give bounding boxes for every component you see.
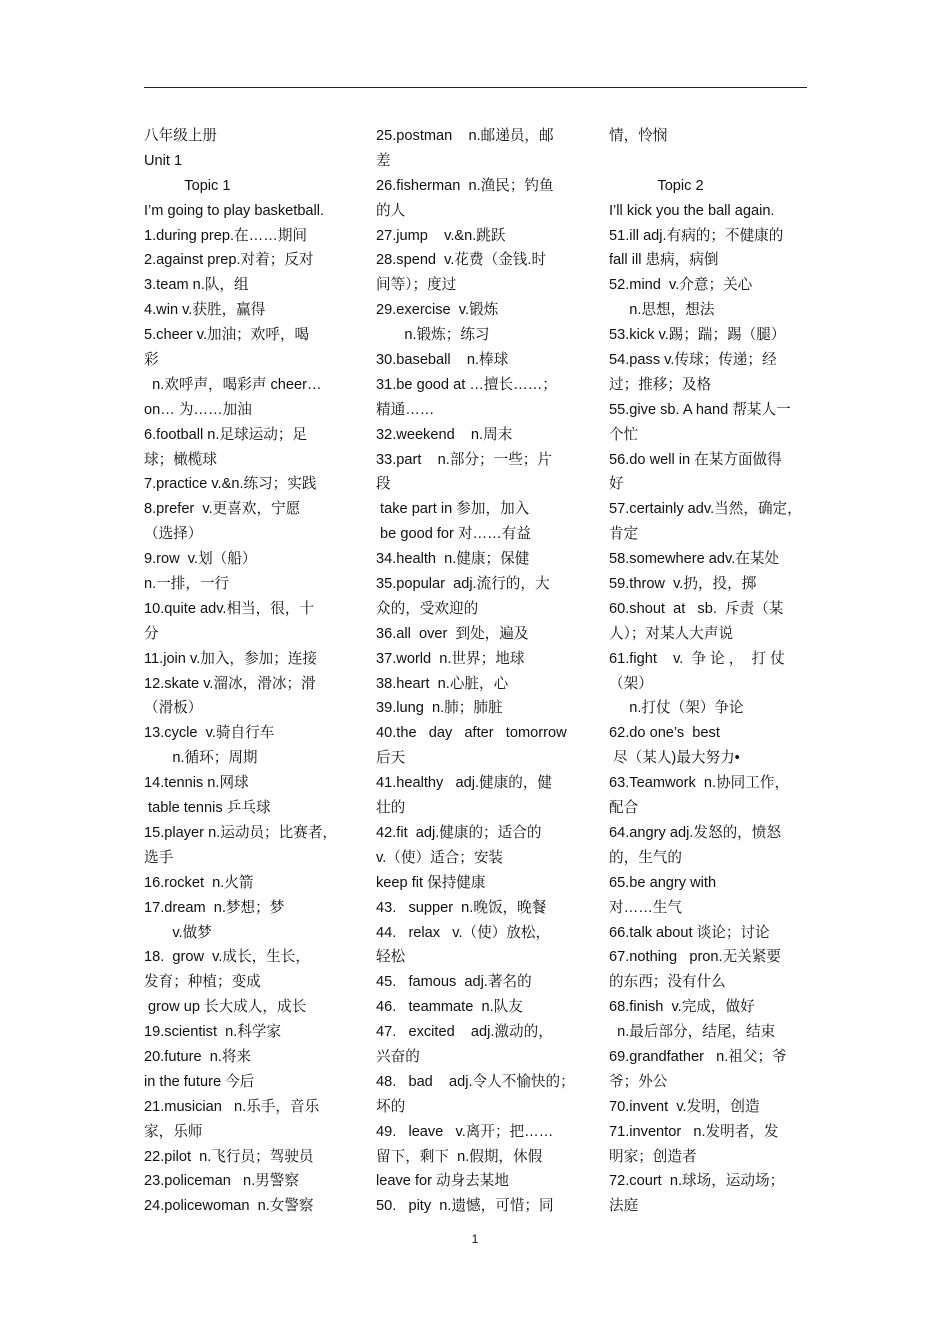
vocab-line: 14.tennis n.网球	[144, 775, 249, 792]
vocab-line: 的人	[376, 202, 406, 219]
vocab-line: 法庭	[609, 1198, 639, 1215]
vocab-line: 54.pass v.传球；传递；经	[609, 352, 777, 369]
vocab-line: 36.all over 到处，遍及	[376, 625, 529, 642]
vocab-line: 13.cycle v.骑自行车	[144, 725, 275, 742]
vocab-line: 48. bad adj.令人不愉快的；	[376, 1073, 575, 1090]
vocab-line: 63.Teamwork n.协同工作，	[609, 775, 790, 792]
vocab-line: 1.during prep.在……期间	[144, 227, 308, 244]
vocab-line: 人）；对某人大声说	[609, 625, 734, 642]
vocab-line: 的，生气的	[609, 849, 682, 866]
vocab-line: 轻松	[376, 949, 406, 966]
vocab-line: 37.world n.世界；地球	[376, 650, 525, 667]
vocab-line: 45. famous adj.著名的	[376, 974, 532, 991]
vocab-line: I’ll kick you the ball again.	[609, 202, 775, 219]
vocab-line: v.做梦	[144, 924, 212, 941]
vocab-line: 好	[609, 476, 624, 493]
vocab-line: 26.fisherman n.渔民；钓鱼	[376, 177, 554, 194]
vocab-line: I’m going to play basketball.	[144, 202, 325, 219]
vocab-line: keep fit 保持健康	[376, 874, 486, 891]
vocab-line: 23.policeman n.男警察	[144, 1173, 299, 1190]
vocab-line: 坏的	[376, 1098, 406, 1115]
vocab-line: 分	[144, 625, 159, 642]
vocab-line: n.锻炼；练习	[376, 327, 490, 344]
vocab-line: 49. leave v.离开；把……	[376, 1123, 554, 1140]
vocab-line: 64.angry adj.发怒的，愤怒	[609, 824, 781, 841]
vocab-line: （选择）	[144, 526, 203, 543]
vocab-line: 59.throw v.扔，投，掷	[609, 576, 757, 593]
vocab-line: 8.prefer v.更喜欢，宁愿	[144, 501, 301, 518]
vocab-line: 过；推移；及格	[609, 376, 712, 393]
vocab-line: 43. supper n.晚饭，晚餐	[376, 899, 547, 916]
vocab-line: v.（使）适合；安装	[376, 849, 504, 866]
vocab-line: 67.nothing pron.无关紧要	[609, 949, 781, 966]
vocab-line: 68.finish v.完成，做好	[609, 999, 755, 1016]
vocab-line: Unit 1	[144, 152, 183, 169]
vocab-line: on… 为……加油	[144, 401, 252, 418]
vocab-line: 7.practice v.&n.练习；实践	[144, 476, 317, 493]
vocab-line: 42.fit adj.健康的；适合的	[376, 824, 542, 841]
vocab-line: 9.row v.划（船）	[144, 551, 257, 568]
vocab-line: 兴奋的	[376, 1048, 420, 1065]
vocab-line: 51.ill adj.有病的；不健康的	[609, 227, 784, 244]
vocab-line: 46. teammate n.队友	[376, 999, 523, 1016]
vocab-line: 72.court n.球场，运动场；	[609, 1173, 785, 1190]
vocab-line: 57.certainly adv.当然，确定，	[609, 501, 802, 518]
vocab-line: 65.be angry with	[609, 874, 717, 891]
vocab-line: in the future 今后	[144, 1073, 255, 1090]
vocab-line: 八年级上册	[144, 128, 217, 144]
vocab-line	[609, 149, 819, 174]
vocab-line: n.最后部分，结尾，结束	[609, 1024, 776, 1041]
vocab-line: 38.heart n.心脏，心	[376, 675, 509, 692]
vocab-line: 后天	[376, 750, 406, 767]
vocab-line: fall ill 患病，病倒	[609, 252, 719, 269]
vocab-line: 60.shout at sb. 斥责（某	[609, 600, 784, 617]
header-rule	[144, 87, 807, 88]
vocab-line: 众的，受欢迎的	[376, 600, 479, 617]
vocab-line: 明家；创造者	[609, 1148, 697, 1165]
vocab-line: 58.somewhere adv.在某处	[609, 551, 780, 568]
column-2	[376, 124, 586, 1219]
vocab-line: 52.mind v.介意；关心	[609, 277, 753, 294]
vocab-line: 留下，剩下 n.假期，休假	[376, 1148, 543, 1165]
vocab-line: 16.rocket n.火箭	[144, 874, 254, 891]
vocab-line: 40.the day after tomorrow	[376, 725, 567, 742]
vocab-line: 球；橄榄球	[144, 451, 217, 468]
vocab-line: 配合	[609, 800, 639, 817]
vocab-line: 71.inventor n.发明者，发	[609, 1123, 779, 1140]
vocab-line: 2.against prep.对着；反对	[144, 252, 314, 269]
vocab-line: 12.skate v.溜冰，滑冰；滑	[144, 675, 316, 692]
vocab-line: 15.player n.运动员；比赛者，	[144, 824, 338, 841]
vocab-line: 62.do one’s best	[609, 725, 720, 742]
vocab-line: 69.grandfather n.祖父；爷	[609, 1048, 787, 1065]
vocab-line: 55.give sb. A hand 帮某人一	[609, 401, 791, 418]
vocab-line: table tennis 乒乓球	[144, 800, 271, 817]
vocab-line: leave for 动身去某地	[376, 1173, 509, 1190]
vocab-line: 25.postman n.邮递员，邮	[376, 128, 554, 144]
vocab-line: 情，怜悯	[609, 128, 668, 144]
vocab-line: 爷；外公	[609, 1073, 668, 1090]
vocab-line: 间等）；度过	[376, 277, 457, 294]
vocab-line: 44. relax v.（使）放松，	[376, 924, 551, 941]
vocab-line: 28.spend v.花费（金钱.时	[376, 252, 547, 269]
vocab-line: 10.quite adv.相当，很，十	[144, 600, 315, 617]
vocab-line: 21.musician n.乐手，音乐	[144, 1098, 320, 1115]
vocab-line: 18. grow v.成长，生长，	[144, 949, 310, 966]
vocab-line: 33.part n.部分；一些；片	[376, 451, 552, 468]
vocab-line: 47. excited adj.激动的，	[376, 1024, 553, 1041]
vocab-line: 53.kick v.踢；踹；踢（腿）	[609, 327, 786, 344]
vocab-line: 70.invent v.发明，创造	[609, 1098, 760, 1115]
vocab-line: 个忙	[609, 426, 639, 443]
vocab-line: 30.baseball n.棒球	[376, 352, 509, 369]
vocab-line: be good for 对……有益	[376, 526, 531, 543]
vocab-line: 家，乐师	[144, 1123, 203, 1140]
vocab-line: 31.be good at …擅长……；	[376, 376, 557, 393]
vocab-line: 22.pilot n.飞行员；驾驶员	[144, 1148, 314, 1165]
vocab-line: 发育；种植；变成	[144, 974, 261, 991]
vocab-line: 24.policewoman n.女警察	[144, 1198, 314, 1215]
vocab-line: 20.future n.将来	[144, 1048, 252, 1065]
vocab-line: take part in 参加，加入	[376, 501, 530, 518]
vocab-line: grow up 长大成人，成长	[144, 999, 307, 1016]
vocab-line: 的东西；没有什么	[609, 974, 726, 991]
vocab-line: 66.talk about 谈论；讨论	[609, 924, 770, 941]
vocab-line: （滑板）	[144, 700, 203, 717]
vocab-line: 差	[376, 152, 391, 169]
column-1	[144, 124, 354, 1219]
vocab-line: 11.join v.加入，参加；连接	[144, 650, 317, 667]
vocab-line: 34.health n.健康；保健	[376, 551, 530, 568]
vocab-line: 19.scientist n.科学家	[144, 1024, 282, 1041]
vocab-line: 29.exercise v.锻炼	[376, 302, 499, 319]
vocab-line: 段	[376, 476, 391, 493]
vocab-line: 32.weekend n.周末	[376, 426, 513, 443]
vocab-line: 精通……	[376, 401, 435, 418]
vocab-line: 彩	[144, 352, 159, 369]
vocab-line: n.欢呼声，喝彩声 cheer…	[144, 376, 322, 393]
vocab-line: 17.dream n.梦想；梦	[144, 899, 285, 916]
vocab-line: Topic 2	[609, 177, 704, 194]
vocab-line: Topic 1	[144, 177, 231, 194]
vocab-line: 39.lung n.肺；肺脏	[376, 700, 503, 717]
vocab-line: 50. pity n.遗憾，可惜；同	[376, 1198, 554, 1215]
vocab-line: 5.cheer v.加油；欢呼，喝	[144, 327, 310, 344]
vocab-line: 35.popular adj.流行的，大	[376, 576, 550, 593]
vocab-line: 27.jump v.&n.跳跃	[376, 227, 506, 244]
column-3	[609, 124, 819, 1219]
vocab-line: n.思想，想法	[609, 302, 715, 319]
vocab-line: 肯定	[609, 526, 639, 543]
vocab-line: 61.fight v. 争 论 ， 打 仗	[609, 650, 785, 667]
vocab-line: 壮的	[376, 800, 406, 817]
vocab-line: n.打仗（架）争论	[609, 700, 744, 717]
vocab-line: 3.team n.队，组	[144, 277, 249, 294]
vocab-line: （架）	[609, 675, 653, 692]
vocab-line: 41.healthy adj.健康的，健	[376, 775, 553, 792]
vocab-line: 对……生气	[609, 899, 682, 916]
vocab-line: 尽（某人)最大努力•	[609, 750, 740, 767]
vocab-line: 4.win v.获胜，赢得	[144, 302, 266, 319]
vocab-line: 选手	[144, 849, 174, 866]
vocab-line: n.一排，一行	[144, 576, 230, 593]
page-number: 1	[471, 1232, 479, 1246]
vocab-line: 6.football n.足球运动；足	[144, 426, 308, 443]
vocab-line: 56.do well in 在某方面做得	[609, 451, 782, 468]
vocab-line: n.循环；周期	[144, 750, 258, 767]
